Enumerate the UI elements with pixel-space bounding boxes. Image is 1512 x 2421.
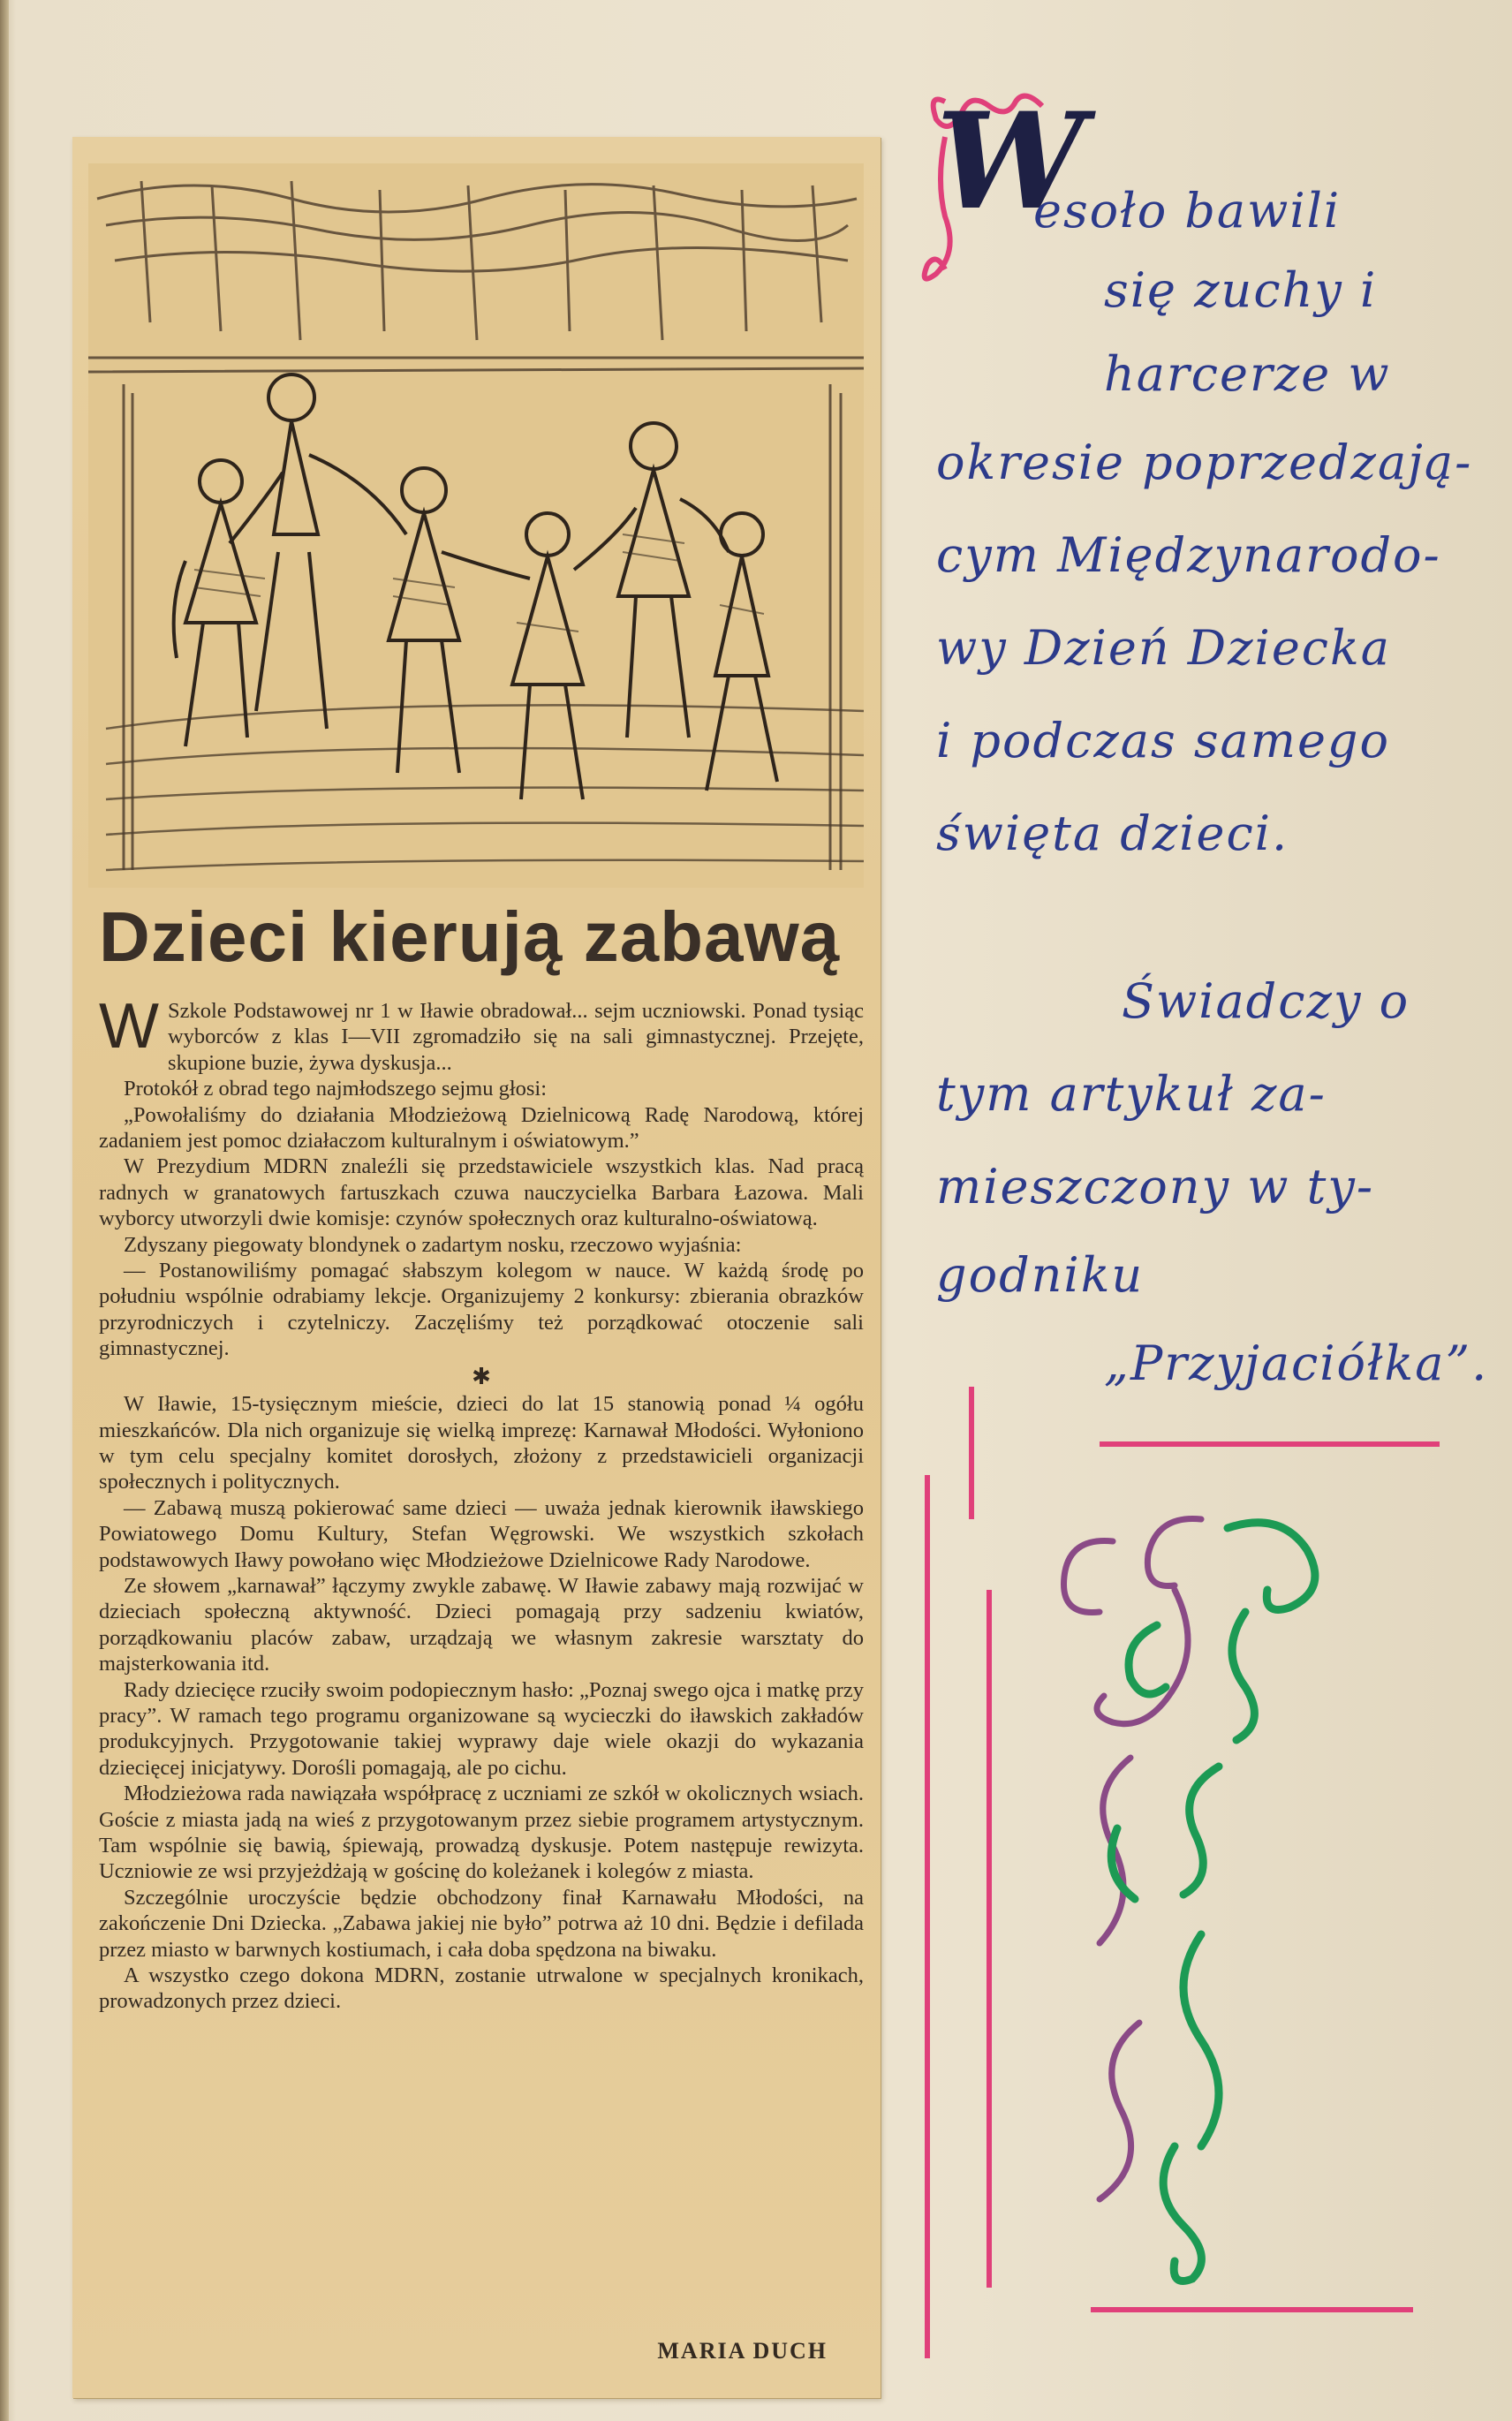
note-line: harcerze w [1104,346,1391,402]
note-line: się zuchy i [1104,262,1378,318]
scroll-ornament [910,1387,1475,2402]
note-line: wy Dzień Dziecka [936,620,1391,676]
article-paragraph: — Postanowiliśmy pomagać słabszym kolegom w nauce. W każdą środę po południu wspólnie odrabiamy lekcje. Organizujemy 2 konkursy: zbierania obrazków przyrodniczych i czytelniczy. Zaczęliśmy też porządkować otoczenie sali gimnastycznej. [99,1259,864,1361]
article-paragraph: Rady dziecięce rzuciły swoim podopiecznym hasło: „Poznaj swego ojca i matkę przy pracy”. W ramach tego programu organizowane są wycieczki do iławskich zakładów produkcyjnych. Przygotowanie takiej wyprawy daje wiele okazji do wykazania dziecięcej inicjatywy. Dorośli pomagają, ale po cichu. [99,1677,864,1780]
children-dancing-illustration [88,163,864,888]
newspaper-clipping [72,137,881,2398]
note-line: cym Międzynarodo- [936,527,1441,583]
article-paragraph: Protokół z obrad tego najmłodszego sejmu głosi: [124,1077,548,1101]
binding-edge [0,0,9,2421]
section-separator: ✱ [472,1363,491,1389]
note-line: święta dzieci. [936,806,1289,861]
article-paragraph: Szczególnie uroczyście będzie obchodzony finał Karnawału Młodości, na zakończenie Dni Dziecka. „Zabawa jakiej nie było” potrwa aż 10 dni. Będzie i defilada przez miasto w barwnych kostiumach, i cała doba spędzona na biwaku. [99,1885,864,1962]
note-line: esoło bawili [1033,183,1342,238]
article-paragraph: A wszystko czego dokona MDRN, zostanie utrwalone w specjalnych kronikach, prowadzonych przez dzieci. [99,1963,864,2014]
article-paragraph: Ze słowem „karnawał” łączymy zwykle zabawę. W Iławie zabawy mają rozwijać w dzieciach społeczną aktywność. Dzieci pomagają przy sadzeniu kwiatów, porządkowaniu placów zabaw, urządzają we własnym zakresie warsztaty do majsterkowania itd. [99,1573,864,1676]
note-line: mieszczony w ty- [936,1159,1375,1214]
article-paragraph: Zdyszany piegowaty blondynek o zadartym nosku, rzeczowo wyjaśnia: [124,1232,742,1257]
article-body [99,998,864,2358]
article-headline: Dzieci kierują zabawą [99,897,841,976]
article-paragraph: Młodzieżowa rada nawiązała współpracę z uczniami ze szkół w okolicznych wsiach. Goście z miasta jadą na wieś z przygotowanym przez siebie programem artystycznym. Tam wspólnie się bawią, śpiewają, prowadzą dyskusje. Potem następuje rewizyta. Uczniowie ze wsi przyjeżdżają w gościnę do koleżanek i kolegów z miasta. [99,1782,864,1884]
note-initial: W [936,84,1085,239]
drop-cap: W [99,998,159,1062]
article-author: MARIA DUCH [657,2338,828,2364]
note-line: „Przyjaciółka”. [1104,1335,1489,1391]
article-paragraph: Szkole Podstawowej nr 1 w Iławie obradował... sejm uczniowski. Ponad tysiąc wyborców z klas I—VII zgromadziło się na sali gimnastycznej. Przejęte, skupione buzie, żywa dyskusja... [167,999,864,1075]
article-paragraph: — Zabawą muszą pokierować same dzieci — uważa jednak kierownik iławskiego Powiatowego Domu Kultury, Stefan Węgrowski. We wszystkich szkołach podstawowych Iławy powołano więc Młodzieżowe Dzielnicowe Rady Narodowe. [99,1495,864,1572]
note-line: Świadczy o [1122,973,1410,1029]
note-line: tym artykuł za- [936,1066,1327,1122]
article-paragraph: W Iławie, 15-tysięcznym mieście, dzieci do lat 15 stanowią ponad ¼ ogółu mieszkańców. Dla nich organizuje się wielką imprezę: Karnawał Młodości. Wyłoniono w tym celu specjalny komitet dorosłych, złożony z przedstawicieli organizacji społecznych i politycznych. [99,1392,864,1494]
note-line: godniku [936,1247,1145,1303]
note-line: i podczas samego [936,713,1390,768]
article-paragraph: „Powołaliśmy do działania Młodzieżową Dzielnicową Radę Narodową, której zadaniem jest pomoc działaczom kulturalnym i oświatowym.” [99,1102,864,1154]
article-paragraph: W Prezydium MDRN znaleźli się przedstawiciele wszystkich klas. Nad pracą radnych w granatowych fartuszkach czuwa nauczycielka Barbara Łazowa. Mali wyborcy utworzyli dwie komisje: czynów społecznych oraz kulturalno-oświatową. [99,1154,864,1231]
note-line: okresie poprzedzają- [936,435,1473,490]
